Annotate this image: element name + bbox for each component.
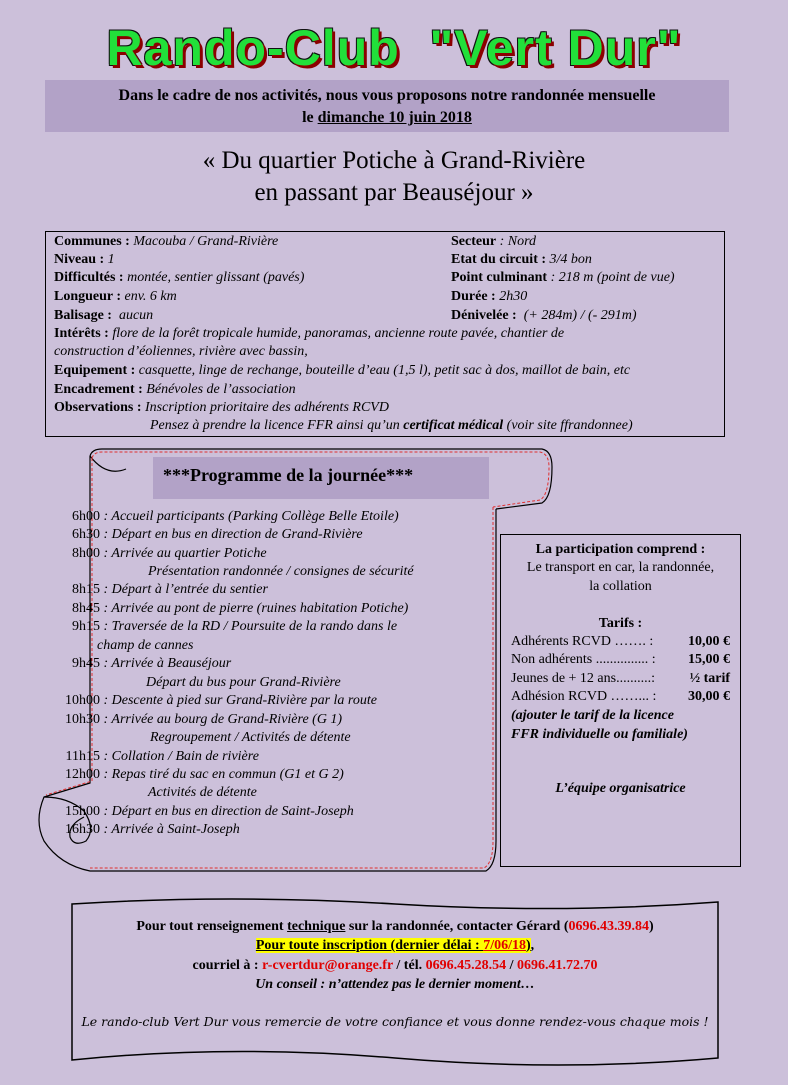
licence-note-1: (ajouter le tarif de la licence xyxy=(511,708,674,723)
etat-row xyxy=(451,251,592,269)
hike-title-line-1: « Du quartier Potiche à Grand-Rivière xyxy=(202,147,586,174)
contact-text-a: Pour tout renseignement xyxy=(136,919,284,934)
gerard-phone[interactable]: 0696.43.39.84 xyxy=(568,919,649,934)
intro-banner xyxy=(45,80,729,132)
organiser-signature: L’équipe organisatrice xyxy=(555,781,686,796)
contact-technique: technique xyxy=(287,919,346,934)
niveau-row xyxy=(54,251,115,269)
programme-text: : Accueil participants (Parking Collège Belle Etoile) xyxy=(103,509,399,524)
inscription-close: ) xyxy=(525,938,531,953)
intro-line-1: Dans le cadre de nos activités, nous vous proposons notre randonnée mensuelle xyxy=(118,87,656,104)
niveau-label: Niveau : xyxy=(54,252,105,267)
participation-box xyxy=(500,534,741,867)
inscription-highlight xyxy=(256,938,531,953)
equipement-label: Equipement : xyxy=(54,363,136,378)
tarif-label: Non adhérents ............... : xyxy=(511,652,656,667)
phone-separator: / xyxy=(509,958,514,973)
programme-time: 6h00 xyxy=(72,509,100,524)
phone-1[interactable]: 0696.45.28.54 xyxy=(425,958,507,973)
licence-note-2: FFR individuelle ou familiale) xyxy=(511,727,688,742)
balisage-label: Balisage : xyxy=(54,308,112,323)
etat-value: 3/4 bon xyxy=(549,252,592,267)
longueur-row xyxy=(54,288,177,306)
programme-text: Activités de détente xyxy=(148,785,257,800)
tarif-value: 15,00 € xyxy=(688,652,730,667)
point-culminant-value: : 218 m (point de vue) xyxy=(550,270,675,285)
tarif-value: 10,00 € xyxy=(688,634,730,649)
observations-row xyxy=(54,399,389,417)
interets-value-2: construction d’éoliennes, rivière avec bassin, xyxy=(54,344,308,359)
observations-row-2 xyxy=(150,417,633,435)
equipement-row xyxy=(54,362,630,380)
tarif-value: ½ tarif xyxy=(689,671,730,686)
programme-time: 15h00 xyxy=(65,804,100,819)
observations-value-2a: Pensez à prendre la licence FFR ainsi qu’un xyxy=(150,418,400,433)
point-culminant-label: Point culminant xyxy=(451,270,548,285)
programme-time: 6h30 xyxy=(72,527,100,542)
programme-item xyxy=(148,784,257,803)
programme-text: : Arrivée au quartier Potiche xyxy=(103,546,267,561)
participation-line-1: Le transport en car, la randonnée, xyxy=(526,560,715,575)
tarifs-heading: Tarifs : xyxy=(598,616,643,631)
programme-text: : Arrivée à Beauséjour xyxy=(103,656,232,671)
inscription-text: Pour toute inscription (dernier délai : xyxy=(255,938,484,953)
programme-item xyxy=(150,729,351,748)
programme-text: Regroupement / Activités de détente xyxy=(150,730,351,745)
duree-row xyxy=(451,288,527,306)
intro-date: dimanche 10 juin 2018 xyxy=(317,109,472,126)
info-box xyxy=(45,231,725,437)
hike-title-line-2: en passant par Beauséjour » xyxy=(254,179,534,206)
balisage-row xyxy=(54,307,153,325)
encadrement-value: Bénévoles de l’association xyxy=(146,382,296,397)
programme-item xyxy=(148,563,414,582)
programme-item xyxy=(54,545,267,564)
programme-time: 16h30 xyxy=(65,822,100,837)
courriel-line xyxy=(70,956,720,976)
programme-time: 8h15 xyxy=(72,582,100,597)
programme-time: 9h15 xyxy=(72,619,100,634)
club-title: Rando-Club "Vert Dur" xyxy=(106,20,682,76)
programme-time: 10h00 xyxy=(65,693,100,708)
tarif-label: Jeunes de + 12 ans..........: xyxy=(511,671,655,686)
programme-time: 12h00 xyxy=(65,767,100,782)
programme-text: : Arrivée au bourg de Grand-Rivière (G 1) xyxy=(103,712,343,727)
programme-time: 8h00 xyxy=(72,546,100,561)
thanks-line: Le rando-club Vert Dur vous remercie de votre confiance et vous donne rendez-vous chaque mois ! xyxy=(81,1014,709,1029)
point-culminant-row xyxy=(451,269,675,287)
encadrement-row xyxy=(54,381,296,399)
interets-label: Intérêts : xyxy=(54,326,109,341)
programme-text: : Repas tiré du sac en commun (G1 et G 2) xyxy=(103,767,344,782)
programme-item xyxy=(97,637,193,656)
inscription-line xyxy=(70,936,720,956)
interets-row-2 xyxy=(54,343,308,361)
communes-row xyxy=(54,233,278,251)
equipement-value: casquette, linge de rechange, bouteille d’eau (1,5 l), petit sac à dos, maillot de bain, etc xyxy=(138,363,631,378)
communes-label: Communes : xyxy=(54,234,130,249)
programme-item xyxy=(146,674,341,693)
difficultes-row xyxy=(54,269,304,287)
intro-line-2 xyxy=(45,107,729,129)
certificat-medical: certificat médical xyxy=(403,418,504,433)
programme-text: : Départ en bus en direction de Saint-Joseph xyxy=(103,804,354,819)
observations-label: Observations : xyxy=(54,400,142,415)
programme-text: : Départ à l’entrée du sentier xyxy=(103,582,268,597)
programme-text: : Départ en bus en direction de Grand-Rivière xyxy=(103,527,363,542)
denivelee-value: (+ 284m) / (- 291m) xyxy=(523,308,637,323)
duree-label: Durée : xyxy=(451,289,496,304)
programme-text: champ de cannes xyxy=(97,638,194,653)
programme-time: 11h15 xyxy=(65,749,100,764)
programme-item xyxy=(54,508,399,527)
contact-text-c: sur la randonnée, contacter Gérard ( xyxy=(348,919,569,934)
interets-value: flore de la forêt tropicale humide, panoramas, ancienne route pavée, chantier de xyxy=(112,326,565,341)
tarif-value: 30,00 € xyxy=(688,689,730,704)
programme-item xyxy=(54,600,408,619)
participation-line-2: la collation xyxy=(589,579,652,594)
email-link[interactable]: r-cvertdur@orange.fr xyxy=(262,958,393,973)
programme-title: ***Programme de la journée*** xyxy=(153,457,489,499)
communes-value: Macouba / Grand-Rivière xyxy=(133,234,279,249)
secteur-label: Secteur xyxy=(451,234,497,249)
programme-item xyxy=(54,655,231,674)
programme-time: 10h30 xyxy=(65,712,100,727)
contact-text-d: ) xyxy=(649,919,654,934)
conseil-line: Un conseil : n’attendez pas le dernier moment… xyxy=(255,977,535,992)
tarif-label: Adhérents RCVD ……. : xyxy=(511,634,654,649)
programme-item xyxy=(54,526,363,545)
phone-2[interactable]: 0696.41.72.70 xyxy=(516,958,598,973)
programme-time: 9h45 xyxy=(72,656,100,671)
programme-item xyxy=(54,581,268,600)
participation-heading: La participation comprend : xyxy=(535,542,706,557)
etat-label: Etat du circuit : xyxy=(451,252,547,267)
programme-item xyxy=(54,748,259,767)
programme-item xyxy=(54,692,377,711)
longueur-label: Longueur : xyxy=(54,289,122,304)
inscription-deadline: 7/06/18 xyxy=(483,938,526,953)
intro-le: le xyxy=(302,109,314,126)
programme-text: : Traversée de la RD / Poursuite de la rando dans le xyxy=(103,619,398,634)
programme-text: : Collation / Bain de rivière xyxy=(103,749,259,764)
hike-title xyxy=(0,145,788,209)
programme-item xyxy=(54,803,354,822)
tarif-label: Adhésion RCVD ……... : xyxy=(511,689,657,704)
programme-text: : Arrivée au pont de pierre (ruines habitation Potiche) xyxy=(103,601,409,616)
programme-text: Départ du bus pour Grand-Rivière xyxy=(146,675,341,690)
programme-item xyxy=(54,821,240,840)
encadrement-label: Encadrement : xyxy=(54,382,143,397)
programme-item xyxy=(54,618,397,637)
inscription-comma: , xyxy=(530,938,535,953)
programme-time: 8h45 xyxy=(72,601,100,616)
contact-line xyxy=(70,917,720,937)
longueur-value: env. 6 km xyxy=(124,289,177,304)
interets-row xyxy=(54,325,564,343)
programme-text: Présentation randonnée / consignes de sécurité xyxy=(148,564,414,579)
duree-value: 2h30 xyxy=(499,289,528,304)
observations-value: Inscription prioritaire des adhérents RCVD xyxy=(145,400,389,415)
difficultes-value: montée, sentier glissant (pavés) xyxy=(127,270,305,285)
programme-item xyxy=(54,711,342,730)
denivelee-row xyxy=(451,307,637,325)
tel-label: / tél. xyxy=(396,958,423,973)
courriel-label: courriel à : xyxy=(192,958,259,973)
secteur-value: : Nord xyxy=(499,234,537,249)
programme-text: : Descente à pied sur Grand-Rivière par la route xyxy=(103,693,377,708)
balisage-value: aucun xyxy=(118,308,154,323)
denivelee-label: Dénivelée : xyxy=(451,308,517,323)
programme-item xyxy=(54,766,344,785)
secteur-row xyxy=(451,233,536,251)
niveau-value: 1 xyxy=(107,252,115,267)
programme-text: : Arrivée à Saint-Joseph xyxy=(103,822,240,837)
observations-value-2c: (voir site ffrandonnee) xyxy=(506,418,633,433)
difficultes-label: Difficultés : xyxy=(54,270,124,285)
